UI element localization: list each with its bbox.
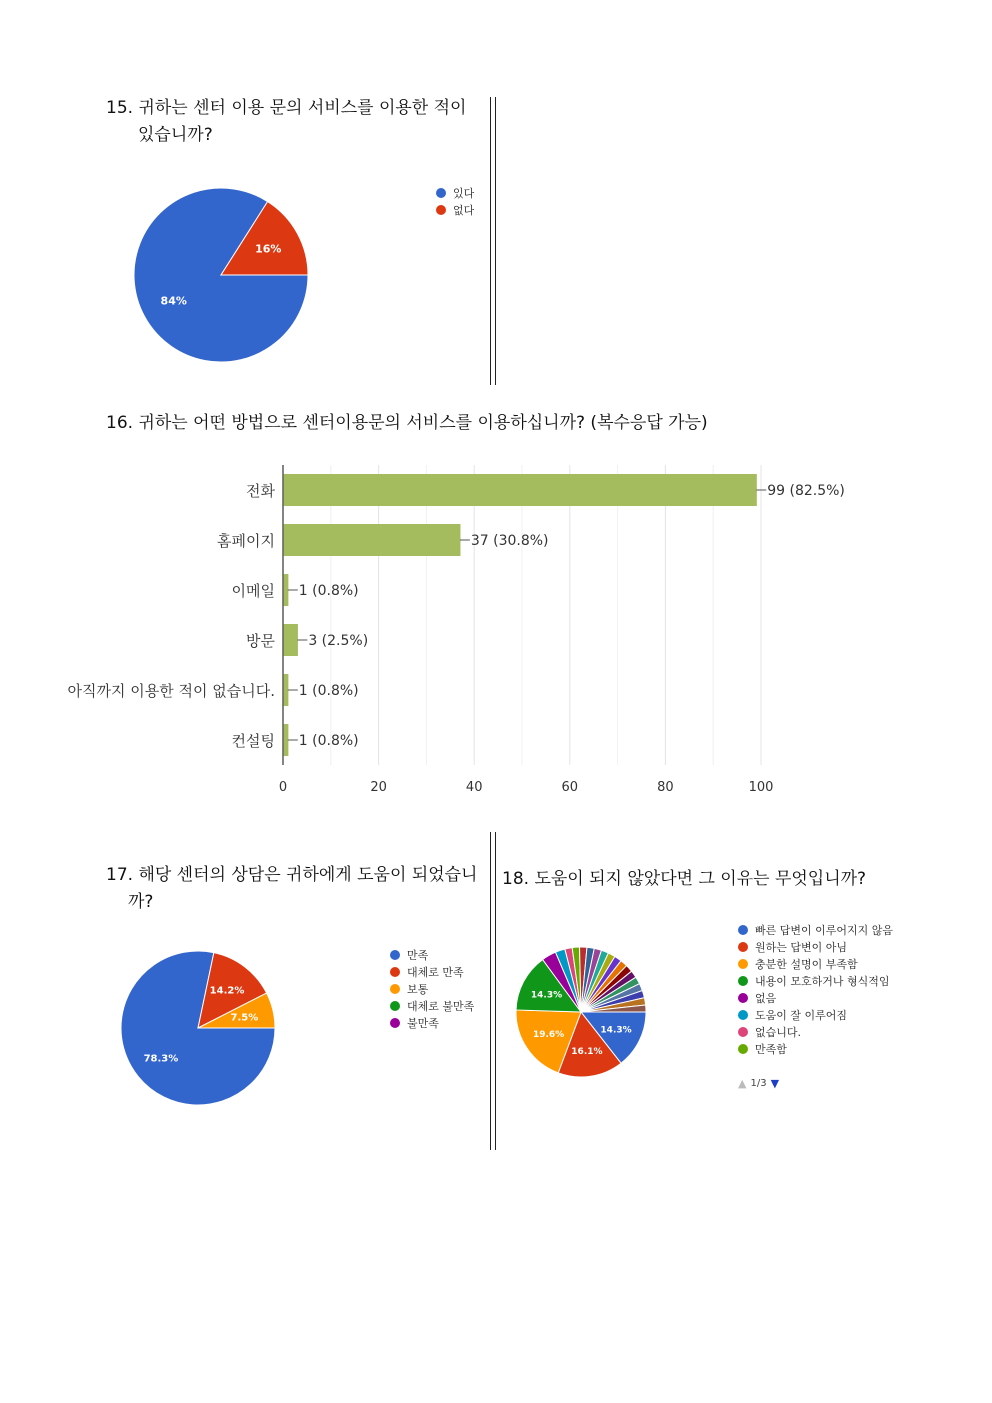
q15-legend-dot-icon xyxy=(436,205,446,215)
q18-legend-item xyxy=(738,1040,893,1057)
q16-value-label: 1 (0.8%) xyxy=(298,733,359,749)
q15-title-line1: 15. 귀하는 센터 이용 문의 서비스를 이용한 적이 xyxy=(106,98,467,118)
q18-legend-item xyxy=(738,1023,893,1040)
q18-pie-chart xyxy=(506,914,656,1109)
q18-legend-item xyxy=(738,955,893,972)
q16-value-label: 3 (2.5%) xyxy=(308,633,369,649)
pager-down-icon[interactable]: ▼ xyxy=(770,1077,780,1090)
q17-legend-dot-icon xyxy=(390,1018,400,1028)
q16-value-label: 1 (0.8%) xyxy=(298,583,359,599)
q18-legend-dot-icon xyxy=(738,925,748,935)
q17-legend-label: 보통 xyxy=(407,982,429,996)
q17-value-label-0: 78.3% xyxy=(143,1053,179,1065)
q18-legend-label: 없습니다. xyxy=(755,1025,802,1039)
q18-legend-dot-icon xyxy=(738,1010,748,1020)
q17-legend-label: 만족 xyxy=(407,948,429,962)
q17-legend-item xyxy=(390,997,474,1014)
q16-x-tick-label: 20 xyxy=(370,780,387,795)
q16-category-label: 아직까지 이용한 적이 없습니다. xyxy=(67,682,275,700)
q15-title-line2: 있습니까? xyxy=(138,125,213,145)
q15-title xyxy=(106,95,488,149)
q15-legend-dot-icon xyxy=(436,188,446,198)
q17-legend xyxy=(390,946,474,1031)
q17-title xyxy=(106,862,488,916)
q18-value-label-1: 16.1% xyxy=(571,1047,603,1058)
q15-value-label-1: 16% xyxy=(255,242,282,256)
q18-value-label-0: 14.3% xyxy=(600,1025,632,1036)
q16-bar xyxy=(284,674,289,706)
q16-category-label: 컨설팅 xyxy=(231,732,275,750)
column-divider-bottom xyxy=(490,832,496,1150)
column-divider-top xyxy=(490,97,496,385)
q15-legend-item xyxy=(436,201,474,218)
q18-legend-label: 없음 xyxy=(755,991,777,1005)
q16-bar xyxy=(284,724,289,756)
q18-legend-label: 만족함 xyxy=(755,1042,787,1056)
q16-x-tick-label: 80 xyxy=(657,780,674,795)
q15-legend-label: 없다 xyxy=(453,203,475,217)
q18-legend-label: 원하는 답변이 아님 xyxy=(755,940,848,954)
q18-legend xyxy=(738,921,893,1090)
q15-legend-item xyxy=(436,184,474,201)
q18-title: 18. 도움이 되지 않았다면 그 이유는 무엇입니까? xyxy=(502,869,867,889)
q18-legend-dot-icon xyxy=(738,1027,748,1037)
q16-x-tick-label: 40 xyxy=(465,780,483,795)
q18-legend-item xyxy=(738,989,893,1006)
q18-legend-dot-icon xyxy=(738,959,748,969)
q16-value-label: 37 (30.8%) xyxy=(470,533,549,549)
q16-x-tick-label: 60 xyxy=(561,780,579,795)
q17-title-line2: 까? xyxy=(128,892,154,912)
q18-legend-item xyxy=(738,972,893,989)
q18-legend-label: 도움이 잘 이루어짐 xyxy=(755,1008,848,1022)
q18-legend-pager xyxy=(738,1077,893,1090)
q18-legend-label: 충분한 설명이 부족함 xyxy=(755,957,858,971)
q18-legend-label: 빠른 답변이 이루어지지 않음 xyxy=(755,923,894,937)
q17-legend-item xyxy=(390,1014,474,1031)
q15-pie-chart xyxy=(120,175,330,375)
q17-value-label-2: 7.5% xyxy=(230,1012,259,1024)
pager-up-icon[interactable]: ▲ xyxy=(738,1077,747,1090)
q17-legend-label: 불만족 xyxy=(407,1016,439,1030)
q16-category-label: 전화 xyxy=(246,482,275,500)
q17-value-label-1: 14.2% xyxy=(209,985,245,997)
q18-value-label-3: 14.3% xyxy=(530,990,563,1001)
q16-x-tick-label: 0 xyxy=(278,780,288,795)
q15-value-label-0: 84% xyxy=(160,294,187,308)
q16-value-label: 1 (0.8%) xyxy=(298,683,359,699)
q16-bar xyxy=(284,574,289,606)
q16-category-label: 방문 xyxy=(246,632,275,650)
q16-bar xyxy=(284,474,757,506)
q18-legend-dot-icon xyxy=(738,993,748,1003)
q17-pie-chart xyxy=(110,940,290,1120)
pager-label: 1/3 xyxy=(750,1078,767,1089)
q16-category-label: 홈페이지 xyxy=(217,532,275,550)
q16-bar xyxy=(284,524,461,556)
q16-x-tick-label: 100 xyxy=(748,780,774,795)
q18-legend-item xyxy=(738,1006,893,1023)
q17-legend-label: 대체로 불만족 xyxy=(407,999,475,1013)
q18-legend-label: 내용이 모호하거나 형식적임 xyxy=(755,974,890,988)
q17-legend-label: 대체로 만족 xyxy=(407,965,464,979)
q16-bar-chart xyxy=(67,460,860,810)
q16-bar xyxy=(284,624,298,656)
q17-title-line1: 17. 해당 센터의 상담은 귀하에게 도움이 되었습니 xyxy=(106,865,478,885)
q17-legend-dot-icon xyxy=(390,950,400,960)
q18-legend-dot-icon xyxy=(738,1044,748,1054)
q16-value-label: 99 (82.5%) xyxy=(767,483,845,499)
q18-legend-item xyxy=(738,938,893,955)
q15-legend xyxy=(436,184,474,218)
q15-legend-label: 있다 xyxy=(453,186,475,200)
q18-legend-dot-icon xyxy=(738,976,748,986)
q18-legend-dot-icon xyxy=(738,942,748,952)
q17-legend-dot-icon xyxy=(390,967,400,977)
q17-legend-dot-icon xyxy=(390,984,400,994)
q18-value-label-2: 19.6% xyxy=(532,1030,565,1041)
q17-legend-item xyxy=(390,980,474,997)
q17-legend-dot-icon xyxy=(390,1001,400,1011)
q17-legend-item xyxy=(390,946,474,963)
q16-category-label: 이메일 xyxy=(231,582,275,600)
q17-legend-item xyxy=(390,963,474,980)
q16-title: 16. 귀하는 어떤 방법으로 센터이용문의 서비스를 이용하십니까? (복수응답 가능) xyxy=(106,413,708,433)
q18-legend-item xyxy=(738,921,893,938)
